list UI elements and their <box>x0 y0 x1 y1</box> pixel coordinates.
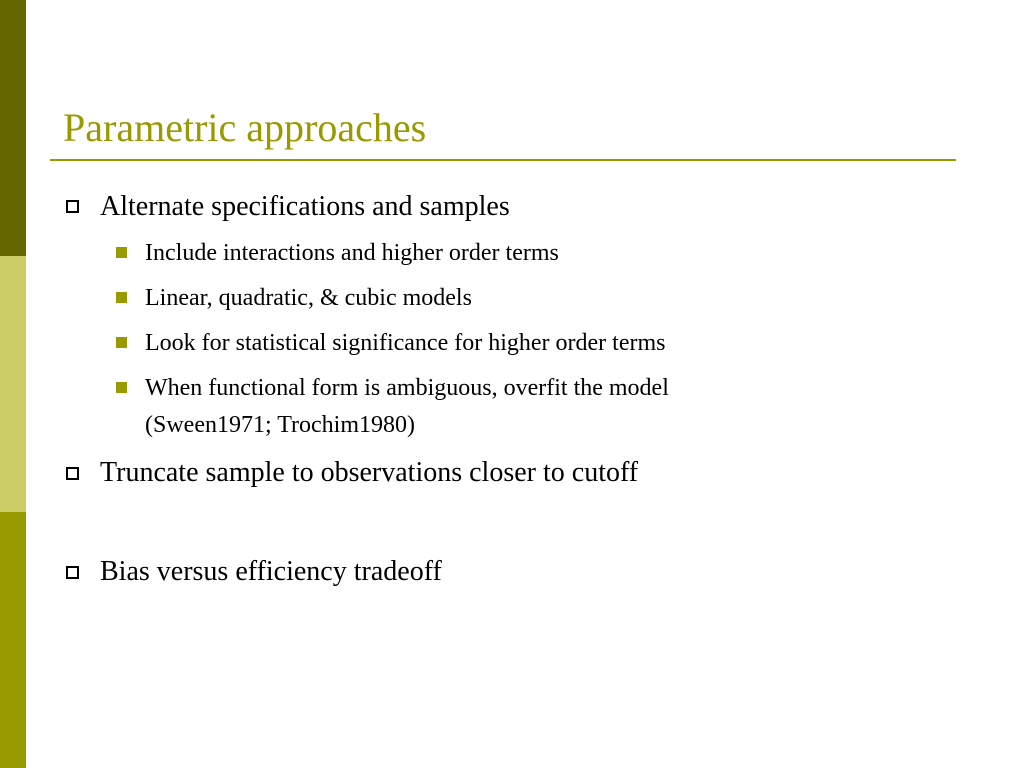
filled-square-bullet-icon <box>116 247 127 258</box>
filled-square-bullet-icon <box>116 382 127 393</box>
sub-bullet-models: Linear, quadratic, & cubic models <box>145 285 472 311</box>
hollow-square-bullet-icon <box>66 200 79 213</box>
title-underline <box>50 159 956 161</box>
slide-title: Parametric approaches <box>63 105 427 150</box>
filled-square-bullet-icon <box>116 337 127 348</box>
side-bar-dark <box>0 0 26 256</box>
side-bar-olive <box>0 512 26 768</box>
bullet-alternate-specifications: Alternate specifications and samples <box>100 191 510 222</box>
side-bar-light <box>0 256 26 512</box>
sub-bullet-overfit: When functional form is ambiguous, overfit the model <box>145 375 669 401</box>
sub-bullet-significance: Look for statistical significance for higher order terms <box>145 330 666 356</box>
filled-square-bullet-icon <box>116 292 127 303</box>
hollow-square-bullet-icon <box>66 467 79 480</box>
bullet-truncate-sample: Truncate sample to observations closer to cutoff <box>100 457 639 488</box>
sub-bullet-overfit-citation: (Sween1971; Trochim1980) <box>145 412 415 438</box>
hollow-square-bullet-icon <box>66 566 79 579</box>
sub-bullet-interactions: Include interactions and higher order terms <box>145 240 559 266</box>
bullet-bias-efficiency: Bias versus efficiency tradeoff <box>100 556 442 587</box>
